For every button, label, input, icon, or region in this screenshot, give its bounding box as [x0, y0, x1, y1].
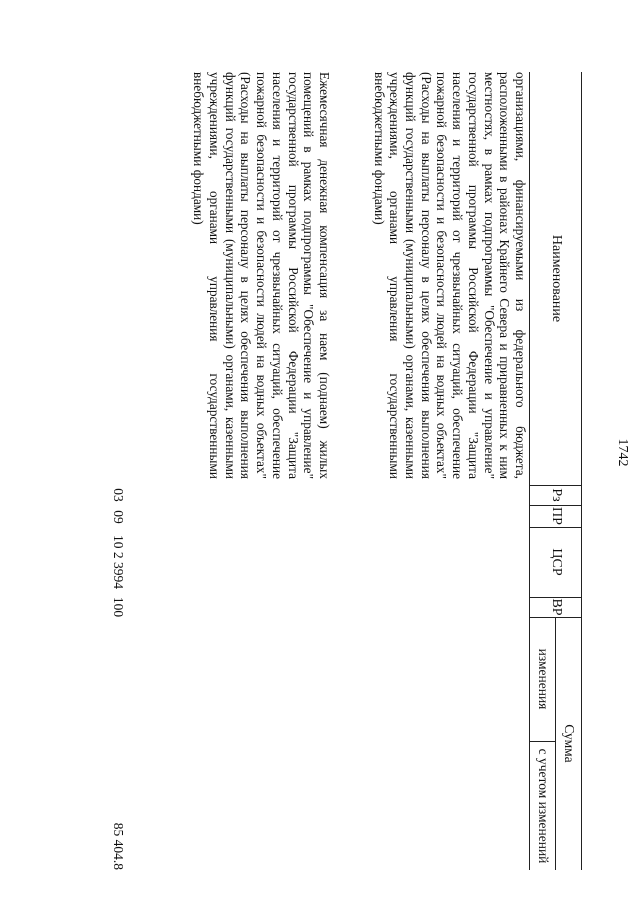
table-header [529, 72, 582, 870]
row-1-name: организациями, финансируемыми из федерального бюджета, расположенными в районах Крайнего Севера и приравненных к ним местностях, в рамках подпрограммы "Обеспечение и управление" государственной программы Российской Федерации "Защита населения и территорий от чрезвычайных ситуаций, обеспечение пожарной безопасности и безопасности людей на водных объектах" (Расходы на выплаты персоналу в целях обеспечения выполнения функций государственными (муниципальными) органами, казенными учреждениями, органами управления государственными внебюджетными фондами) [371, 72, 528, 479]
header-pr: ПР [548, 507, 564, 525]
header-sum: Сумма [561, 724, 577, 763]
header-name: Наименование [548, 234, 564, 323]
row-2-rz: 03 [111, 488, 126, 502]
header-with-changes: с учетом изменений [535, 748, 551, 864]
row-2-csr: 10 2 3994 [111, 535, 126, 589]
row-2-vr: 100 [111, 596, 126, 618]
header-vr: ВР [548, 598, 564, 616]
page-number: 1742 [615, 438, 630, 467]
header-rz: Рз [548, 488, 564, 502]
header-change: изменения [535, 648, 551, 710]
header-csr: ЦСР [548, 548, 564, 576]
row-2-pr: 09 [111, 510, 126, 524]
row-2-with-changes: 85 404.8 [111, 822, 126, 870]
header-sum-divider [555, 617, 556, 870]
row-2-name: Ежемесячная денежная компенсация за наем (поднаем) жилых помещений в рамках подпрограммы "Обеспечение и управление" государственной программы Российской Федерации "Защита населения и территорий от чрезвычайных ситуаций, обеспечение пожарной безопасности и безопасности людей на водных объектах" (Расходы на выплаты персоналу в целях обеспечения выполнения функций государственными (муниципальными) органами, казенными учреждениями, органами управления государственными внебюджетными фондами) [191, 72, 332, 479]
